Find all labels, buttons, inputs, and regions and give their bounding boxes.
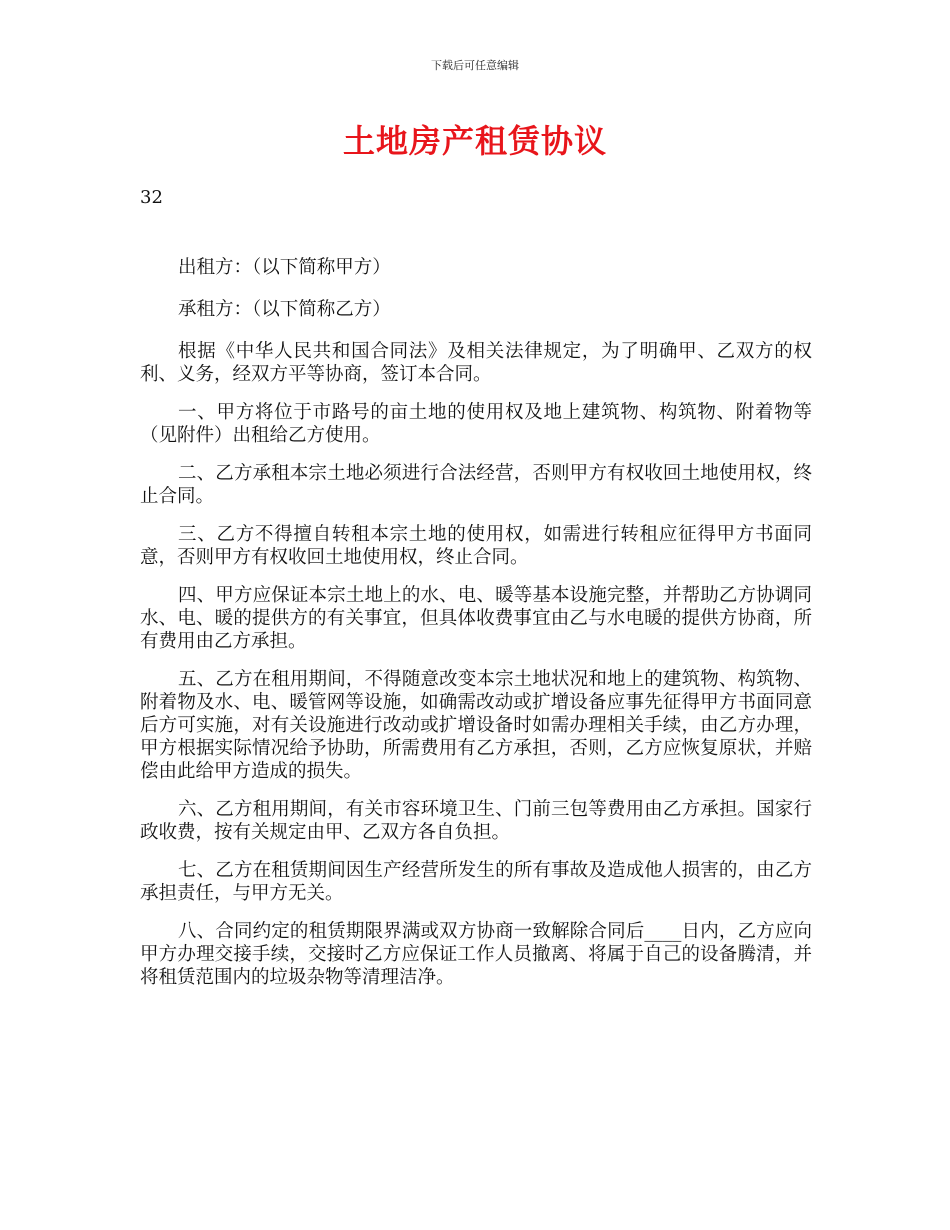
clause-4: 四、甲方应保证本宗土地上的水、电、暖等基本设施完整，并帮助乙方协调同水、电、暖的提供方的有关事宜，但具体收费事宜由乙与水电暖的提供方协商，所有费用由乙方承担。 — [140, 585, 812, 652]
document-number: 32 — [140, 187, 163, 208]
clause-3: 三、乙方不得擅自转租本宗土地的使用权，如需进行转租应征得甲方书面同意，否则甲方有权收回土地使用权，终止合同。 — [140, 524, 812, 568]
lessor-line: 出租方：（以下简称甲方） — [178, 257, 391, 278]
clause-5: 五、乙方在租用期间，不得随意改变本宗土地状况和地上的建筑物、构筑物、附着物及水、电、暖管网等设施，如确需改动或扩增设备应事先征得甲方书面同意后方可实施，对有关设施进行改动或扩增设备时如需办理相关手续，由乙方办理，甲方根据实际情况给予协助，所需费用有乙方承担，否则，乙方应恢复原状，并赔偿由此给甲方造成的损失。 — [140, 669, 812, 782]
document-title: 土地房产租赁协议 — [342, 122, 607, 160]
document-body — [140, 256, 812, 1004]
clause-8: 八、合同约定的租赁期限界满或双方协商一致解除合同后____日内，乙方应向甲方办理交接手续，交接时乙方应保证工作人员撤离、将属于自己的设备腾清，并将租赁范围内的垃圾杂物等清理洁净。 — [140, 921, 812, 988]
clause-6: 六、乙方租用期间，有关市容环境卫生、门前三包等费用由乙方承担。国家行政收费，按有关规定由甲、乙双方各自负担。 — [140, 799, 812, 843]
clause-2: 二、乙方承租本宗土地必须进行合法经营，否则甲方有权收回土地使用权，终止合同。 — [140, 463, 812, 507]
lessee-line: 承租方：（以下简称乙方） — [178, 299, 391, 320]
header-note: 下载后可任意编辑 — [431, 59, 519, 72]
paragraph-preamble: 根据《中华人民共和国合同法》及相关法律规定，为了明确甲、乙双方的权利、义务，经双方平等协商，签订本合同。 — [140, 341, 812, 385]
clause-1: 一、甲方将位于市路号的亩土地的使用权及地上建筑物、构筑物、附着物等（见附件）出租给乙方使用。 — [140, 402, 812, 446]
clause-7: 七、乙方在租赁期间因生产经营所发生的所有事故及造成他人损害的，由乙方承担责任，与甲方无关。 — [140, 860, 812, 904]
